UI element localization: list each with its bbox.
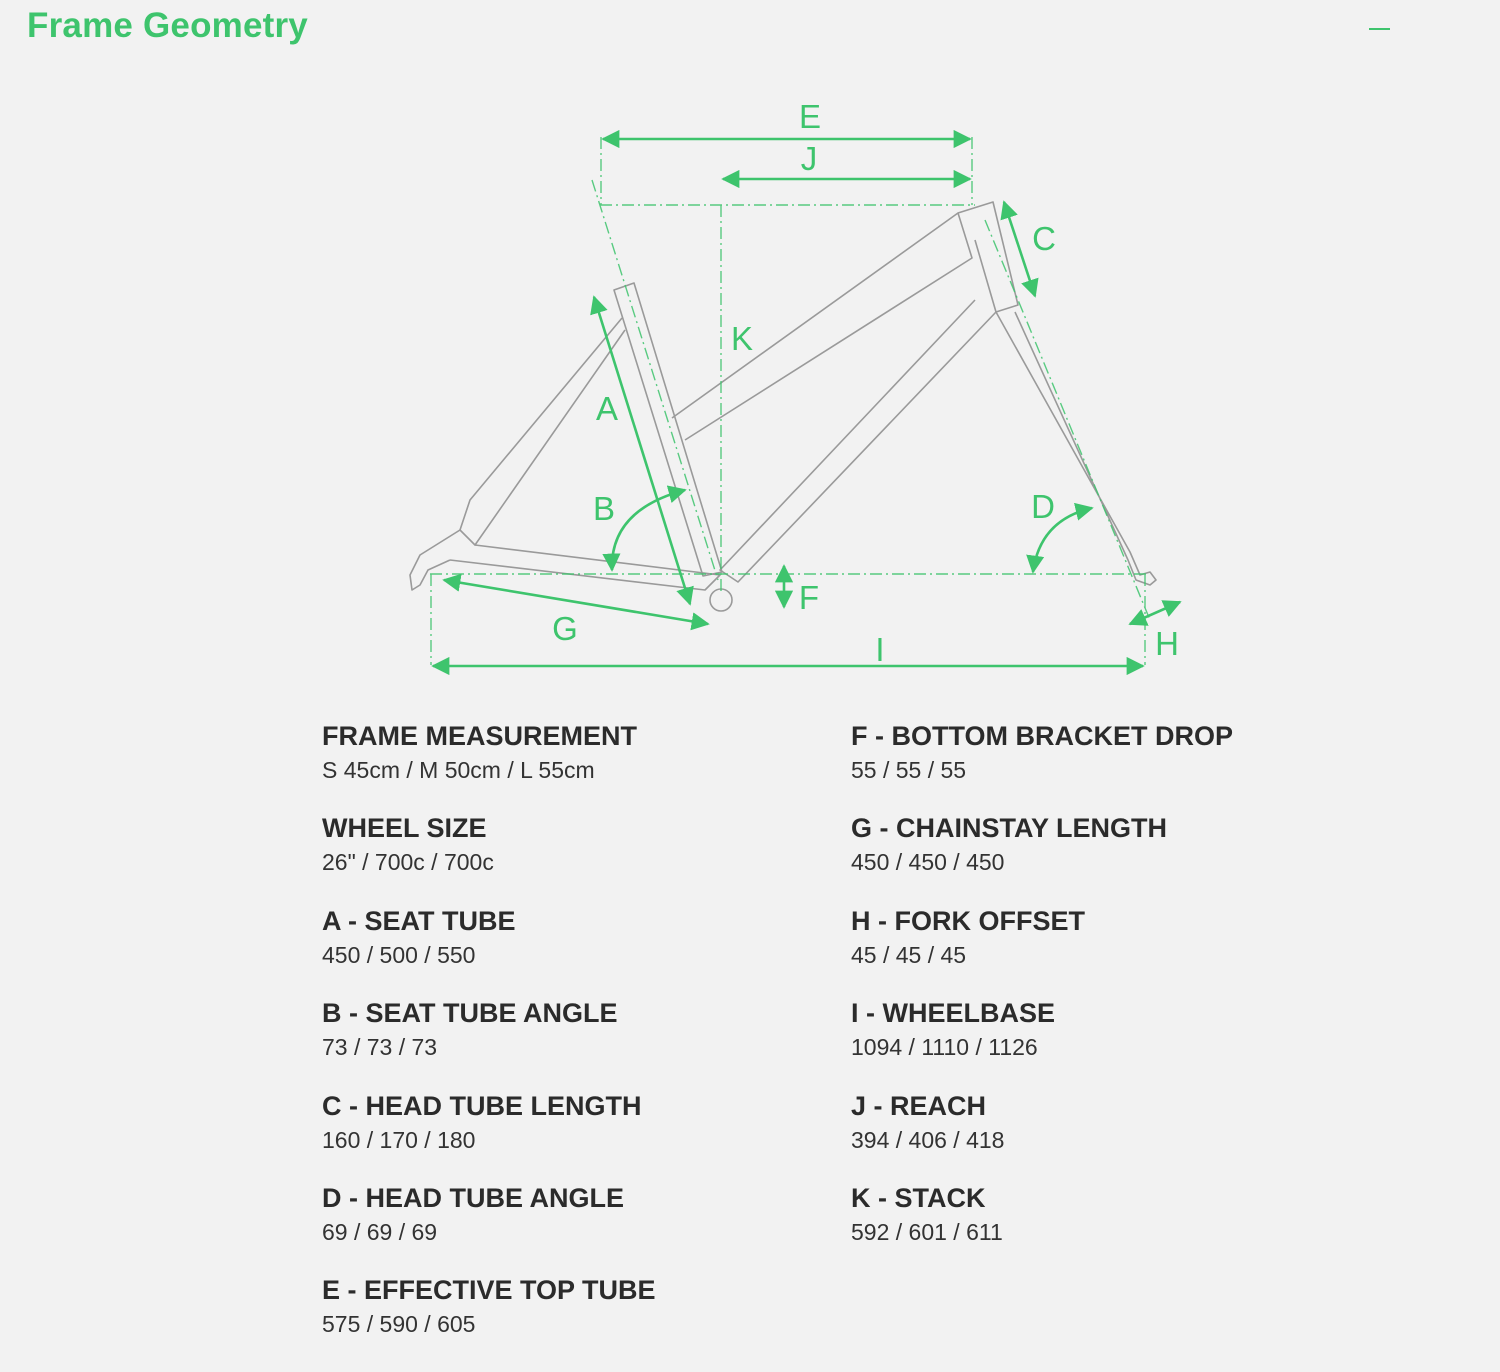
spec-head-tube-length <box>322 1088 656 1180</box>
spec-frame-measurement <box>322 718 656 810</box>
spec-head-tube-angle <box>322 1180 656 1272</box>
spec-value: 592 / 601 / 611 <box>851 1218 1003 1245</box>
spec-column-left <box>322 718 656 1365</box>
bottom-bracket <box>710 589 732 611</box>
spec-label: K - STACK <box>851 1182 986 1213</box>
label-k: K <box>730 320 754 357</box>
dim-h <box>1130 602 1180 624</box>
spec-value: 450 / 500 / 550 <box>322 941 476 968</box>
down-tube <box>720 300 996 582</box>
spec-effective-top-tube <box>322 1272 656 1364</box>
label-g: G <box>552 610 578 647</box>
label-c: C <box>1032 220 1056 257</box>
label-h: H <box>1155 625 1179 662</box>
spec-label: C - HEAD TUBE LENGTH <box>322 1090 642 1121</box>
spec-label: WHEEL SIZE <box>322 813 487 844</box>
label-i: I <box>875 631 885 668</box>
spec-label: H - FORK OFFSET <box>851 905 1085 936</box>
spec-stack <box>851 1180 1233 1272</box>
spec-label: F - BOTTOM BRACKET DROP <box>851 721 1233 751</box>
spec-chainstay-length <box>851 810 1233 902</box>
top-tube <box>672 213 972 440</box>
spec-value: 45 / 45 / 45 <box>851 941 967 968</box>
spec-label: B - SEAT TUBE ANGLE <box>322 998 618 1029</box>
label-f: F <box>798 579 820 616</box>
dim-c <box>1004 202 1035 296</box>
spec-seat-tube-angle <box>322 995 656 1087</box>
spec-wheelbase <box>851 995 1233 1087</box>
spec-column-right <box>851 718 1233 1272</box>
spec-wheel-size <box>322 810 656 902</box>
spec-value: 394 / 406 / 418 <box>851 1126 1005 1153</box>
spec-value: 73 / 73 / 73 <box>322 1034 438 1061</box>
spec-value: 26" / 700c / 700c <box>322 849 494 876</box>
dim-b <box>612 490 685 570</box>
spec-label: J - REACH <box>851 1090 987 1121</box>
spec-value: S 45cm / M 50cm / L 55cm <box>322 757 595 783</box>
label-b: B <box>592 490 616 527</box>
spec-fork-offset <box>851 903 1233 995</box>
spec-value: 575 / 590 / 605 <box>322 1311 476 1338</box>
spec-label: FRAME MEASUREMENT <box>322 721 637 751</box>
fork <box>996 312 1156 585</box>
spec-value: 160 / 170 / 180 <box>322 1126 476 1153</box>
spec-bottom-bracket-drop <box>851 718 1233 810</box>
label-a: A <box>595 390 619 427</box>
guide-lines <box>430 137 1150 665</box>
spec-label: I - WHEELBASE <box>851 998 1056 1029</box>
spec-label: D - HEAD TUBE ANGLE <box>322 1182 624 1213</box>
spec-label: E - EFFECTIVE TOP TUBE <box>322 1275 656 1306</box>
spec-label: A - SEAT TUBE <box>322 905 516 936</box>
label-e: E <box>798 98 822 135</box>
bike-frame <box>410 202 1156 611</box>
page-title: Frame Geometry <box>27 6 308 45</box>
spec-seat-tube <box>322 903 656 995</box>
spec-value: 55 / 55 / 55 <box>851 757 967 783</box>
dim-a <box>594 297 690 604</box>
spec-reach <box>851 1088 1233 1180</box>
spec-label: G - CHAINSTAY LENGTH <box>851 813 1168 844</box>
spec-value: 1094 / 1110 / 1126 <box>851 1034 1038 1061</box>
label-d: D <box>1031 488 1055 525</box>
spec-value: 450 / 450 / 450 <box>851 849 1005 876</box>
spec-value: 69 / 69 / 69 <box>322 1218 438 1245</box>
label-j: J <box>800 140 818 177</box>
